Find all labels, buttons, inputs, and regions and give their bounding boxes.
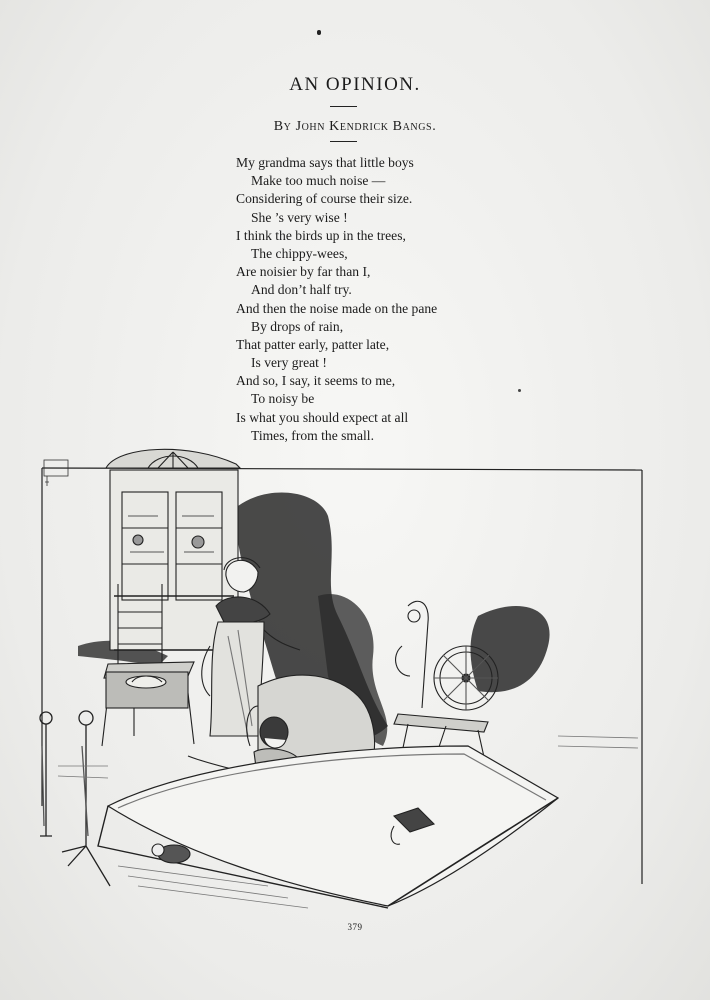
stove-with-cat bbox=[106, 672, 188, 708]
rug bbox=[98, 746, 558, 908]
poem-line: The chippy-wees, bbox=[251, 245, 348, 261]
poem-line: And don’t half try. bbox=[251, 282, 352, 298]
poem-line: Are noisier by far than I, bbox=[236, 264, 371, 280]
artist-signature bbox=[44, 460, 68, 486]
floor-cat bbox=[152, 844, 190, 863]
poem-line: By drops of rain, bbox=[251, 318, 344, 334]
page-number: 379 bbox=[347, 922, 363, 932]
poem-line: I think the birds up in the trees, bbox=[236, 227, 406, 243]
title-rule bbox=[330, 106, 357, 107]
poem-line: To noisy be bbox=[251, 391, 315, 407]
poem-author: By John Kendrick Bangs. bbox=[273, 119, 437, 134]
poem-line: Is very great ! bbox=[251, 355, 327, 371]
poem-title: AN OPINION. bbox=[289, 74, 421, 95]
poem-line: And then the noise made on the pane bbox=[236, 300, 438, 316]
poem-line: Times, from the small. bbox=[251, 427, 374, 443]
ink-speck bbox=[518, 389, 521, 392]
poem-line: My grandma says that little boys bbox=[236, 155, 414, 170]
andirons bbox=[40, 711, 110, 886]
poem-line: That patter early, patter late, bbox=[236, 336, 390, 352]
poem-line: Is what you should expect at all bbox=[236, 409, 409, 425]
illustration bbox=[38, 446, 650, 912]
poem-line: Make too much noise — bbox=[251, 173, 386, 189]
author-rule bbox=[330, 141, 357, 142]
poem-line: She ’s very wise ! bbox=[251, 209, 348, 225]
china-cabinet bbox=[106, 449, 240, 650]
ink-speck bbox=[317, 30, 321, 35]
poem-line: Considering of course their size. bbox=[236, 191, 413, 207]
poem-line: And so, I say, it seems to me, bbox=[236, 373, 396, 389]
poem-body bbox=[236, 154, 437, 445]
